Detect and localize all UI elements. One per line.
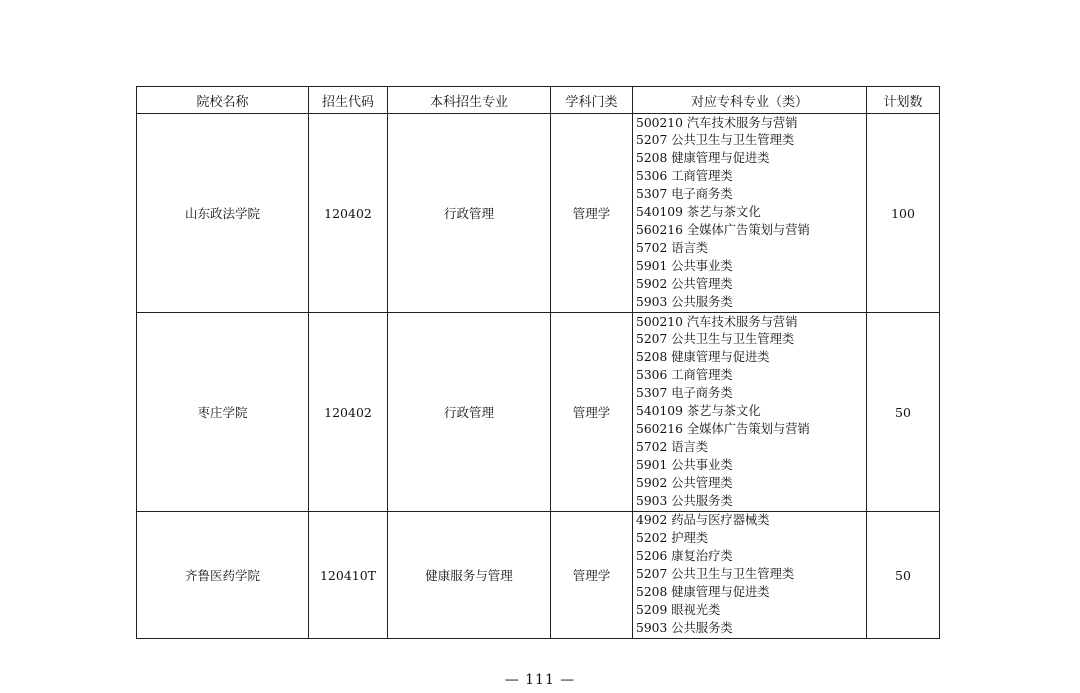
plan-cell: 100: [867, 114, 940, 313]
specialty-item: 5306 工商管理类: [636, 368, 733, 383]
header-code: 招生代码: [309, 87, 388, 114]
specialty-item: 5207 公共卫生与卫生管理类: [636, 567, 795, 582]
specialty-item: 5902 公共管理类: [636, 276, 733, 291]
specialty-item: 5702 语言类: [636, 439, 709, 454]
category-cell: 管理学: [551, 512, 633, 639]
specialty-item: 5207 公共卫生与卫生管理类: [636, 332, 795, 347]
specialty-item: 5206 康复治疗类: [636, 549, 733, 564]
table-row: [137, 313, 940, 512]
specialty-item: 5307 电子商务类: [636, 187, 733, 202]
specialty-item: 5903 公共服务类: [636, 620, 733, 635]
specialty-item: 5208 健康管理与促进类: [636, 151, 770, 166]
specialties-cell: [633, 313, 867, 512]
category-cell: 管理学: [551, 313, 633, 512]
specialty-item: 500210 汽车技术服务与营销: [636, 314, 798, 329]
specialty-item: 5208 健康管理与促进类: [636, 350, 770, 365]
specialty-item: 5903 公共服务类: [636, 294, 733, 309]
category-cell: 管理学: [551, 114, 633, 313]
table-row: [137, 114, 940, 313]
major-cell: 行政管理: [388, 313, 551, 512]
specialty-item: 5702 语言类: [636, 240, 709, 255]
specialty-item: 560216 全媒体广告策划与营销: [636, 421, 810, 436]
plan-cell: 50: [867, 313, 940, 512]
header-school: 院校名称: [137, 87, 309, 114]
header-major: 本科招生专业: [388, 87, 551, 114]
specialty-item: 5202 护理类: [636, 531, 709, 546]
school-cell: 山东政法学院: [137, 114, 309, 313]
header-category: 学科门类: [551, 87, 633, 114]
code-cell: 120410T: [309, 512, 388, 639]
specialty-item: 540109 茶艺与茶文化: [636, 404, 761, 419]
specialty-item: 500210 汽车技术服务与营销: [636, 115, 798, 130]
plan-cell: 50: [867, 512, 940, 639]
code-cell: 120402: [309, 313, 388, 512]
specialty-item: 5901 公共事业类: [636, 457, 733, 472]
specialty-item: 5209 眼视光类: [636, 602, 721, 617]
major-cell: 行政管理: [388, 114, 551, 313]
specialty-item: 560216 全媒体广告策划与营销: [636, 222, 810, 237]
specialty-item: 5903 公共服务类: [636, 493, 733, 508]
table-row: [137, 512, 940, 639]
specialty-item: 5207 公共卫生与卫生管理类: [636, 133, 795, 148]
school-cell: 齐鲁医药学院: [137, 512, 309, 639]
code-cell: 120402: [309, 114, 388, 313]
specialties-cell: [633, 114, 867, 313]
table-header-row: [137, 87, 940, 114]
specialty-item: 540109 茶艺与茶文化: [636, 205, 761, 220]
header-plan: 计划数: [867, 87, 940, 114]
specialty-item: 5901 公共事业类: [636, 258, 733, 273]
specialty-item: 5307 电子商务类: [636, 386, 733, 401]
table-body: [137, 114, 940, 639]
specialty-item: 5306 工商管理类: [636, 169, 733, 184]
page-number: — 111 —: [504, 672, 576, 688]
specialty-item: 5208 健康管理与促进类: [636, 584, 770, 599]
header-specialties: 对应专科专业（类）: [633, 87, 867, 114]
major-cell: 健康服务与管理: [388, 512, 551, 639]
specialties-cell: [633, 512, 867, 639]
specialty-item: 4902 药品与医疗器械类: [636, 513, 770, 528]
school-cell: 枣庄学院: [137, 313, 309, 512]
specialty-item: 5902 公共管理类: [636, 475, 733, 490]
enrollment-plan-table: [136, 86, 940, 639]
